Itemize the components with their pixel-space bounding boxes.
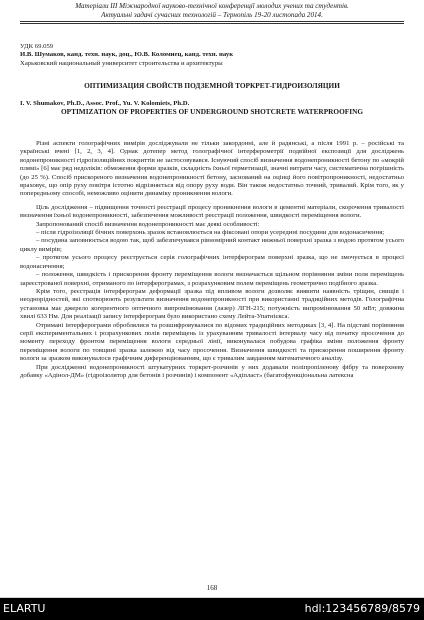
udk-code: УДК 69.059 (20, 43, 54, 50)
repository-name: ELARTU (3, 602, 46, 615)
header-line-1: Матеріали ІІІ Міжнародної науково-технічної конференції молодих учених та студентів. (75, 2, 349, 10)
authors-native: И.В. Шумаков, канд. техн. наук, доц., Ю.В. Коломиец, канд. техн. наук (20, 51, 234, 59)
article-title-native: ОПТИМИЗАЦИЯ СВОЙСТВ ПОДЗЕМНОЙ ТОРКРЕТ-ГИДРОИЗОЛЯЦИИ (84, 81, 340, 90)
running-header (22, 2, 402, 19)
paragraph: При дослідженні водонепроникності штукатурних торкрет-розчинів у них додавали поліпропіленову фібру та поверхневу добавку «Адінол-ДМ» (гідроізолятор для бетонів і розчинів) і компонент «Адіпласт» (багатофункціональна латексна (20, 363, 404, 379)
paragraph: Різні аспекти голографічних вимірів досліджували не тільки закордонні, але й радянські, а після 1991 р. – російські та українські вчені [1, 2, 3, 4]. Однак дотепер метод голографічної інтерферометрії подвійної експозиції для досліджень водонепроникності гідроізоляційних покриттів не застосовувався. Існуючий спосіб визначення водонепроникності бетону по «мокрій плямі» [6] має ряд недоліків: обмеження форми зразків, складність їхньої герметизації, значні витрати часу, систематична погрішність (до 25 %). Спосіб прискореного визначення водонепроникності бетону, заснований на оцінці його повітропроникності, недостатньо враховує, що опір руху повітря істотно відрізняється від опору руху води. Він також недостатньо точний, тривалий. Крім того, як у попередньому способі, неможливо оцінити динаміку проникнення вологи. (20, 140, 404, 198)
list-item: – посудина заповнюється водою так, щоб забезпечувався рівномірний контакт нижньої поверхні зразка з водою протягом усього циклу вимірів; (20, 237, 404, 253)
paragraph: Запропонований спосіб визначення водонепроникності має деякі особливості: (36, 220, 260, 228)
paragraph: Ціль дослідження – підвищення точності реєстрації процесу проникнення вологи в цементні матеріали, скорочення тривалості визначення їхньої водонепроникності, забезпечення можливості реєстрації положення, швидкості переміщення вологи. (20, 203, 404, 220)
article-body (20, 140, 404, 380)
page-number: 168 (206, 584, 218, 592)
repository-footer-bar (0, 598, 424, 620)
header-rule-double (20, 23, 404, 24)
english-front-matter (20, 100, 404, 117)
front-matter (20, 43, 404, 68)
list-item: – протягом усього процесу реєструється серія голографічних інтерферограм поверхні зразка, що не змочується в процесі водонасичення; (20, 254, 404, 270)
affiliation: Харьковский национальный университет строительства и архитектуры (20, 59, 223, 67)
header-line-2: Актуальні задачі сучасних технологій – Тернопіль 19-20 листопада 2014. (101, 10, 323, 19)
list-item: – положення, швидкість і прискорення фронту переміщення вологи визначається щільном порівняння зміни поля переміщень зареєстрованої поверхні, отриманого по інтерферограмах, з розрахунковим полем переміщень геометрично подібного зразка. (20, 271, 404, 287)
handle-identifier[interactable]: hdl:123456789/8579 (304, 602, 420, 615)
paragraph: Крім того, реєстрація інтерферограм деформації зразка під впливом вологи дозволяє виявити наявність тріщин, свищів і неоднорідностей, які спотворюють результати визначення водонепроникності при використанні традиційних методів. Голографічна установка має джерело когерентного оптичного випромінювання (лазер) ЛГН-215; потужність випромінювання 50 мВт; довжина хвилі 633 Нм. Для реалізації запису інтерферограм було використано схему Лейта-Упатнієкса. (20, 287, 404, 321)
list-item: – після гідроізоляції бічних поверхонь зразок встановлюється на фіксовані опори усередині посудини для водонасичення; (36, 229, 385, 237)
authors-english: I. V. Shumakov, Ph.D., Assoc. Prof., Yu. V. Kolomiets, Ph.D. (20, 100, 190, 107)
paragraph: Отримані інтерферограми оброблялися та розшифровувалися по відомих традиційних методиках [3, 4]. На підставі порівняння серії експериментальних і розрахункових полів переміщень із урахуванням тривалості інтервалу часу від початку просочення до моменту переходу фронтом переміщення вологи середньої лінії, виконувалася побудова графіка зміни положення фронту переміщення вологи по товщині зразка залежно від часу просочення. Визначення швидкості та прискорення поширення фронту вологи за зразком виконувалося графічним диференціюванням, що є тривалим завданням математичного аналізу. (20, 321, 404, 363)
header-rule (20, 21, 404, 22)
article-title-english: OPTIMIZATION OF PROPERTIES OF UNDERGROUND SHOTCRETE WATERPROOFING (60, 107, 364, 117)
